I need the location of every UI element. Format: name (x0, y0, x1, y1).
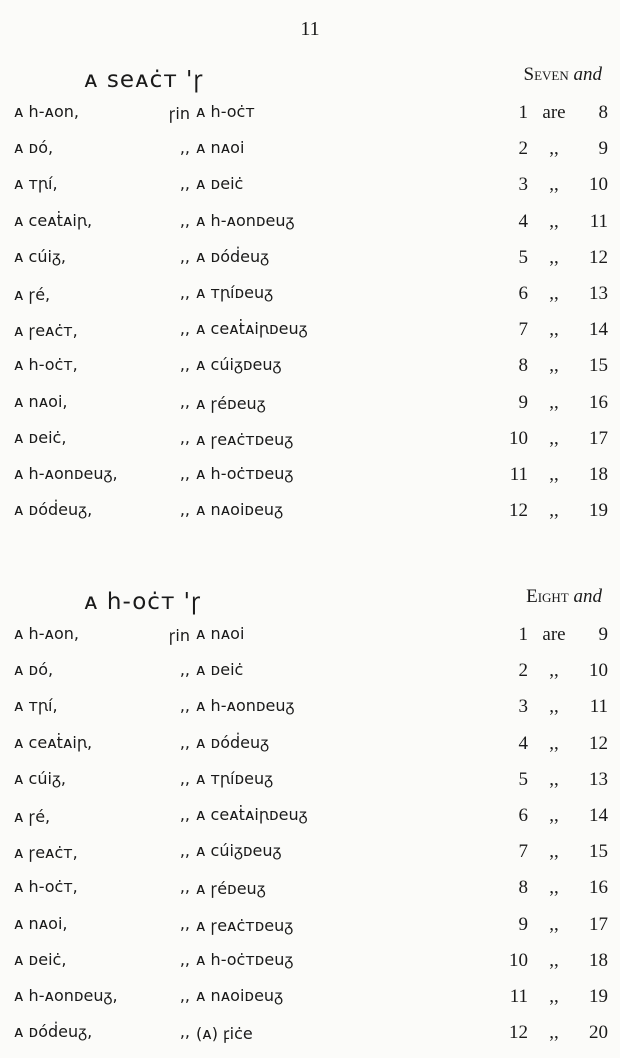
irish-connector: ,, (179, 210, 190, 230)
sum-value: 11 (589, 696, 608, 718)
irish-connector: ꞅin (168, 626, 190, 645)
number-value: 9 (518, 913, 528, 935)
irish-connector: ,, (179, 283, 190, 302)
table-row (0, 500, 620, 536)
table-row (0, 696, 620, 732)
irish-sum-term: ᴀ ceᴀṫᴀiꞃᴅeuᵹ (196, 319, 308, 339)
table-row (0, 805, 620, 841)
number-value: 2 (518, 138, 528, 160)
relation-word: ,, (549, 913, 559, 935)
irish-number-term: ᴀ h-oċᴛ, (14, 877, 78, 897)
number-value: 8 (518, 355, 528, 377)
table-row (0, 211, 620, 247)
sum-value: 19 (589, 986, 608, 1007)
irish-connector: ,, (179, 732, 190, 752)
sum-value: 18 (589, 464, 608, 485)
sum-value: 15 (589, 841, 608, 863)
irish-number-term: ᴀ h-ᴀonᴅeuᵹ, (14, 986, 118, 1005)
number-value: 11 (509, 986, 528, 1007)
irish-number-term: ᴀ ꞅeᴀċᴛ, (14, 321, 78, 341)
relation-word: ,, (549, 768, 559, 790)
number-value: 5 (518, 768, 528, 790)
table-row (0, 138, 620, 174)
relation-word: ,, (549, 464, 559, 485)
number-value: 10 (509, 427, 528, 449)
relation-word: ,, (549, 319, 559, 341)
table-row (0, 174, 620, 210)
relation-word: ,, (549, 391, 559, 413)
irish-number-term: ᴀ ꞅé, (14, 807, 51, 826)
relation-word: ,, (549, 877, 559, 899)
number-value: 5 (518, 246, 528, 268)
sum-value: 17 (589, 913, 608, 935)
relation-word: ,, (549, 246, 559, 268)
irish-sum-term: ᴀ ᴛꞃíᴅeuᵹ (196, 283, 274, 302)
irish-sum-term: ᴀ h-ᴀonᴅeuᵹ (196, 210, 295, 230)
irish-number-term: ᴀ cúiᵹ, (14, 246, 66, 266)
irish-sum-term: ᴀ ᴛꞃíᴅeuᵹ (196, 768, 274, 788)
sum-value: 13 (589, 283, 608, 304)
relation-word: ,, (549, 1022, 559, 1044)
table-row (0, 247, 620, 283)
english-title-word: Eight (526, 586, 569, 607)
relation-word: ,, (549, 427, 559, 449)
irish-sum-term: ᴀ ᴅóḋeuᵹ (196, 246, 270, 266)
irish-number-term: ᴀ ꞅé, (14, 285, 51, 304)
relation-word: ,, (549, 986, 559, 1007)
section-title-english (524, 64, 602, 86)
table-row (0, 914, 620, 950)
number-value: 6 (518, 805, 528, 826)
irish-number-term: ᴀ ᴅó, (14, 138, 54, 158)
irish-connector: ,, (179, 660, 190, 680)
irish-number-term: ᴀ h-oċᴛ, (14, 355, 78, 375)
irish-connector: ,, (179, 949, 190, 969)
irish-sum-term: ᴀ nᴀoi (196, 624, 245, 643)
number-value: 12 (509, 500, 528, 522)
irish-number-term: ᴀ h-ᴀon, (14, 102, 79, 121)
irish-connector: ,, (179, 1022, 190, 1042)
page-number: 11 (300, 18, 320, 40)
table-row (0, 319, 620, 355)
relation-word: are (542, 102, 566, 123)
irish-sum-term: ᴀ ꞅéᴅeuᵹ (196, 393, 266, 413)
sum-value: 18 (589, 949, 608, 971)
irish-number-term: ᴀ h-ᴀon, (14, 624, 79, 643)
irish-sum-term: ᴀ nᴀoi (196, 138, 245, 158)
irish-connector: ,, (179, 246, 190, 266)
relation-word: ,, (549, 283, 559, 304)
table-row (0, 1022, 620, 1058)
table-row (0, 877, 620, 913)
irish-sum-term: ᴀ h-oċᴛᴅeuᵹ (196, 949, 294, 969)
english-and: and (573, 64, 602, 85)
relation-word: ,, (549, 138, 559, 160)
sum-value: 8 (598, 102, 608, 123)
sum-value: 19 (589, 500, 608, 522)
table-row (0, 986, 620, 1022)
number-value: 4 (518, 732, 528, 754)
sum-value: 10 (589, 660, 608, 682)
sum-value: 11 (589, 210, 608, 232)
irish-sum-term: ᴀ ꞅeᴀċᴛᴅeuᵹ (196, 429, 294, 449)
table-row (0, 355, 620, 391)
number-value: 10 (509, 949, 528, 971)
relation-word: ,, (549, 355, 559, 377)
irish-sum-term: ᴀ nᴀoiᴅeuᵹ (196, 986, 283, 1005)
relation-word: ,, (549, 805, 559, 826)
sum-value: 15 (589, 355, 608, 377)
irish-sum-term: ᴀ ꞅeᴀċᴛᴅeuᵹ (196, 915, 294, 935)
irish-connector: ,, (179, 805, 190, 824)
sum-value: 13 (589, 768, 608, 790)
table-row (0, 950, 620, 986)
irish-sum-term: ᴀ h-oċᴛ (196, 102, 255, 121)
irish-connector: ,, (179, 877, 190, 897)
irish-connector: ꞅin (168, 104, 190, 123)
number-value: 11 (509, 464, 528, 485)
irish-connector: ,, (179, 138, 190, 158)
relation-word: ,, (549, 500, 559, 522)
irish-connector: ,, (179, 696, 190, 716)
number-value: 1 (518, 624, 528, 645)
table-row (0, 392, 620, 428)
number-value: 4 (518, 210, 528, 232)
table-row (0, 464, 620, 500)
relation-word: ,, (549, 949, 559, 971)
section-title-irish: ᴀ seᴀċᴛ 'ꞅ (84, 67, 204, 93)
number-value: 6 (518, 283, 528, 304)
sum-value: 17 (589, 427, 608, 449)
irish-number-term: ᴀ ᴅó, (14, 660, 54, 680)
irish-number-term: ᴀ cúiᵹ, (14, 768, 66, 788)
number-value: 9 (518, 391, 528, 413)
sum-value: 16 (589, 391, 608, 413)
relation-word: ,, (549, 660, 559, 682)
table-row (0, 841, 620, 877)
irish-number-term: ᴀ ceᴀṫᴀiꞃ, (14, 732, 93, 752)
number-value: 3 (518, 174, 528, 196)
section-title-english (526, 586, 602, 608)
irish-number-term: ᴀ ᴅeiċ, (14, 949, 67, 969)
table-row (0, 660, 620, 696)
sum-value: 9 (598, 624, 608, 645)
irish-connector: ,, (179, 174, 190, 194)
sum-value: 14 (589, 319, 608, 341)
sum-value: 9 (598, 138, 608, 160)
english-and: and (573, 586, 602, 607)
irish-sum-term: ᴀ h-oċᴛᴅeuᵹ (196, 464, 294, 483)
irish-sum-term: ᴀ cúiᵹᴅeuᵹ (196, 841, 282, 861)
irish-sum-term: ᴀ cúiᵹᴅeuᵹ (196, 355, 282, 375)
irish-connector: ,, (179, 841, 190, 861)
table-row (0, 624, 620, 660)
irish-number-term: ᴀ ᴅóḋeuᵹ, (14, 1022, 93, 1042)
irish-sum-term: ᴀ ᴅeiċ (196, 660, 244, 680)
irish-connector: ,, (179, 913, 190, 933)
irish-number-term: ᴀ ᴅóḋeuᵹ, (14, 500, 93, 520)
irish-sum-term: (ᴀ) ꝼiċe (196, 1024, 253, 1044)
irish-number-term: ᴀ h-ᴀonᴅeuᵹ, (14, 464, 118, 483)
irish-connector: ,, (179, 768, 190, 788)
table-row (0, 428, 620, 464)
number-value: 2 (518, 660, 528, 682)
irish-sum-term: ᴀ h-ᴀonᴅeuᵹ (196, 696, 295, 716)
english-title-word: Seven (523, 64, 569, 85)
irish-sum-term: ᴀ ᴅóḋeuᵹ (196, 732, 270, 752)
irish-number-term: ᴀ ᴛꞃí, (14, 696, 58, 716)
section-title-irish: ᴀ h-oċᴛ 'ꞅ (84, 589, 202, 615)
sum-value: 20 (589, 1022, 608, 1044)
number-value: 3 (518, 696, 528, 718)
number-value: 7 (518, 841, 528, 863)
relation-word: ,, (549, 841, 559, 863)
relation-word: ,, (549, 210, 559, 232)
table-row (0, 733, 620, 769)
sum-value: 16 (589, 877, 608, 899)
irish-sum-term: ᴀ nᴀoiᴅeuᵹ (196, 500, 283, 520)
relation-word: are (542, 624, 566, 645)
number-value: 12 (509, 1022, 528, 1044)
sum-value: 12 (589, 732, 608, 754)
irish-sum-term: ᴀ ꞅéᴅeuᵹ (196, 879, 266, 899)
irish-number-term: ᴀ ᴅeiċ, (14, 427, 67, 447)
irish-number-term: ᴀ nᴀoi, (14, 913, 68, 933)
irish-connector: ,, (179, 500, 190, 520)
irish-sum-term: ᴀ ᴅeiċ (196, 174, 244, 194)
number-value: 7 (518, 319, 528, 341)
irish-connector: ,, (179, 355, 190, 375)
relation-word: ,, (549, 732, 559, 754)
table-row (0, 102, 620, 138)
irish-connector: ,, (179, 986, 190, 1005)
number-value: 8 (518, 877, 528, 899)
sum-value: 14 (589, 805, 608, 826)
table-row (0, 769, 620, 805)
irish-number-term: ᴀ ceᴀṫᴀiꞃ, (14, 210, 93, 230)
relation-word: ,, (549, 174, 559, 196)
sum-value: 12 (589, 246, 608, 268)
relation-word: ,, (549, 696, 559, 718)
irish-number-term: ᴀ nᴀoi, (14, 391, 68, 411)
number-value: 1 (518, 102, 528, 123)
irish-connector: ,, (179, 319, 190, 339)
irish-number-term: ᴀ ꞅeᴀċᴛ, (14, 843, 78, 863)
irish-number-term: ᴀ ᴛꞃí, (14, 174, 58, 194)
irish-connector: ,, (179, 391, 190, 411)
irish-connector: ,, (179, 427, 190, 447)
sum-value: 10 (589, 174, 608, 196)
table-row (0, 283, 620, 319)
irish-connector: ,, (179, 464, 190, 483)
irish-sum-term: ᴀ ceᴀṫᴀiꞃᴅeuᵹ (196, 805, 308, 824)
